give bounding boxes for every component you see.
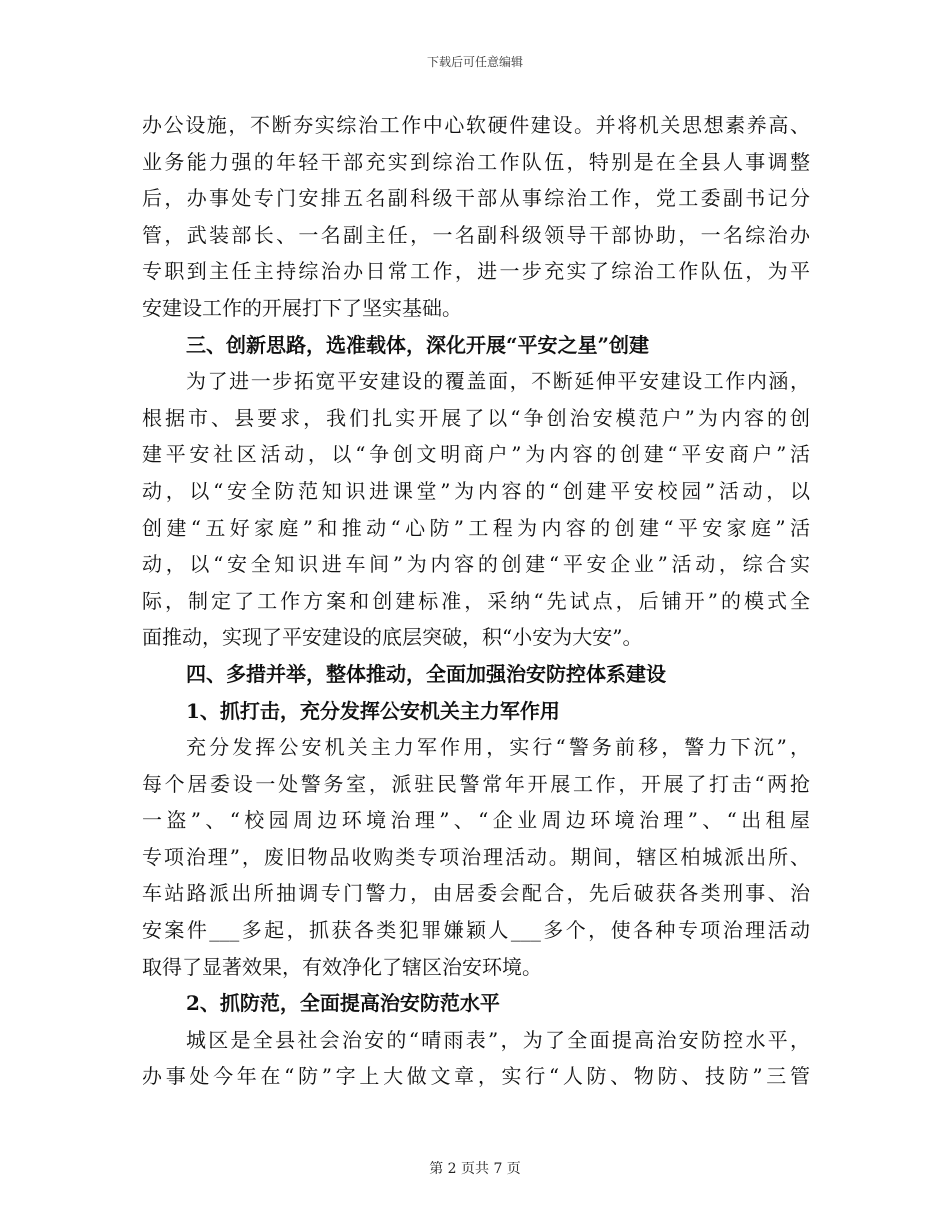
text-line: 际，制定了工作方案和创建标准，采纳“先试点，后铺开”的模式全 (142, 588, 810, 613)
text-line: 安建设工作的开展打下了坚实基础。 (142, 295, 462, 320)
text-line: 专项治理”，废旧物品收购类专项治理活动。期间，辖区柏城派出所、 (142, 844, 810, 869)
document-body (142, 107, 810, 1095)
text-line: 城区是全县社会治安的“晴雨表”，为了全面提高治安防控水平， (186, 1027, 810, 1052)
text-line: 面推动，实现了平安建设的底层突破，积“小安为大安”。 (142, 625, 643, 650)
page-header: 下载后可任意编辑 (426, 55, 523, 69)
section-heading: 2、抓防范，全面提高治安防范水平 (186, 991, 500, 1016)
text-line: 管，武装部长、一名副主任，一名副科级领导干部协助，一名综治办 (142, 222, 810, 247)
text-line: 办事处今年在“防”字上大做文章，实行“人防、物防、技防”三管 (142, 1064, 810, 1089)
text-line: 充分发挥公安机关主力军作用，实行“警务前移，警力下沉”， (186, 735, 810, 760)
text-line: 业务能力强的年轻干部充实到综治工作队伍，特别是在全县人事调整 (142, 149, 810, 174)
section-heading: 四、多措并举，整体推动，全面加强治安防控体系建设 (186, 661, 666, 686)
text-line: 后，办事处专门安排五名副科级干部从事综治工作，党工委副书记分 (142, 186, 810, 211)
section-heading: 三、创新思路，选准载体，深化开展“平安之星”创建 (186, 332, 650, 357)
text-line: 动，以“安全防范知识进课堂”为内容的“创建平安校园”活动，以 (142, 478, 810, 503)
text-line: 动，以“安全知识进车间”为内容的创建“平安企业”活动，综合实 (142, 552, 810, 577)
text-line: 车站路派出所抽调专门警力，由居委会配合，先后破获各类刑事、治 (142, 881, 810, 906)
text-line: 创建“五好家庭”和推动“心防”工程为内容的创建“平安家庭”活 (142, 515, 810, 540)
text-line: 每个居委设一处警务室，派驻民警常年开展工作，开展了打击“两抢 (142, 771, 810, 796)
text-line: 为了进一步拓宽平安建设的覆盖面，不断延伸平安建设工作内涵， (186, 369, 810, 394)
text-line: 办公设施，不断夯实综治工作中心软硬件建设。并将机关思想素养高、 (142, 113, 810, 137)
section-heading: 1、抓打击，充分发挥公安机关主力军作用 (186, 698, 560, 723)
text-line: 建平安社区活动，以“争创文明商户”为内容的创建“平安商户”活 (142, 442, 810, 467)
text-line: 安案件___多起，抓获各类犯罪嫌颖人___多个，使各种专项治理活动 (142, 918, 810, 943)
page-footer: 第 2 页共 7 页 (429, 1161, 521, 1177)
text-line: 取得了显著效果，有效净化了辖区治安环境。 (142, 954, 542, 979)
text-line: 专职到主任主持综治办日常工作，进一步充实了综治工作队伍，为平 (142, 259, 810, 284)
text-line: 根据市、县要求，我们扎实开展了以“争创治安模范户”为内容的创 (142, 405, 810, 430)
text-line: 一盗”、“校园周边环境治理”、“企业周边环境治理”、“出租屋 (142, 808, 810, 833)
